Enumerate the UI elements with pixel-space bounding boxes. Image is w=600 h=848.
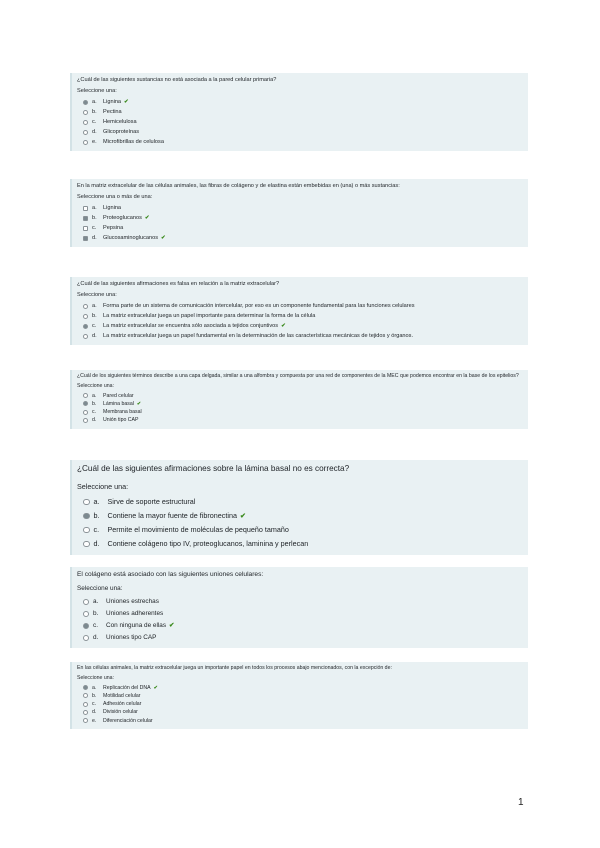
radio-selected-icon[interactable]: [83, 623, 89, 629]
option-c[interactable]: [77, 321, 522, 331]
option-letter: c.: [93, 525, 100, 534]
radio-icon[interactable]: [83, 304, 88, 309]
option-b[interactable]: [77, 107, 522, 117]
option-label: División celular: [103, 709, 138, 716]
check-icon: ✔: [153, 684, 158, 691]
check-icon: ✔: [136, 400, 142, 407]
option-label: La matriz extracelular se encuentra sólo asociada a tejidos conjuntivos: [103, 323, 279, 329]
option-c[interactable]: [77, 523, 522, 537]
option-letter: b.: [92, 313, 97, 319]
option-d[interactable]: [77, 331, 522, 341]
radio-icon[interactable]: [83, 710, 88, 715]
answer-prompt: Seleccione una:: [77, 292, 117, 298]
option-letter: d.: [92, 129, 97, 135]
option-a[interactable]: [77, 495, 522, 509]
option-label: Motilidad celular: [103, 692, 141, 699]
option-label: Forma parte de un sistema de comunicación intercelular, por eso es un componente fundamental para las funciones celulares: [103, 303, 415, 309]
radio-icon[interactable]: [83, 120, 88, 125]
radio-icon[interactable]: [83, 334, 88, 339]
question-text: ¿Cuál de las siguientes afirmaciones es falsa en relación a la matriz extracelular?: [77, 281, 280, 287]
option-c[interactable]: [77, 223, 522, 233]
option-letter: c.: [92, 409, 97, 416]
checkbox-checked-icon[interactable]: [83, 216, 88, 221]
radio-icon[interactable]: [83, 527, 90, 534]
radio-icon[interactable]: [83, 130, 88, 135]
answer-prompt: Seleccione una:: [77, 383, 114, 389]
answer-prompt: Seleccione una:: [77, 585, 123, 592]
option-letter: d.: [92, 333, 97, 339]
option-d[interactable]: [77, 233, 522, 243]
page-number: 1: [518, 797, 524, 808]
option-b[interactable]: [77, 400, 522, 408]
option-label: Adhesión celular: [103, 701, 142, 708]
radio-icon[interactable]: [83, 635, 89, 641]
answer-prompt: Seleccione una:: [77, 482, 129, 491]
option-letter: c.: [92, 119, 97, 125]
option-d[interactable]: [77, 416, 522, 424]
option-letter: a.: [93, 497, 100, 506]
option-label: Contiene colágeno tipo IV, proteoglucanos, laminina y perlecan: [107, 539, 309, 548]
radio-icon[interactable]: [83, 541, 90, 548]
option-c[interactable]: [77, 620, 522, 632]
option-letter: b.: [93, 511, 100, 520]
option-e[interactable]: [77, 717, 522, 725]
radio-icon[interactable]: [83, 314, 88, 319]
radio-icon[interactable]: [83, 718, 88, 723]
option-a[interactable]: [77, 203, 522, 213]
question-2: [70, 179, 528, 247]
question-text: ¿Cuál de las siguientes afirmaciones sobre la lámina basal no es correcta?: [77, 464, 350, 473]
option-a[interactable]: [77, 301, 522, 311]
option-label: La matriz extracelular juega un papel importante para determinar la forma de la célula: [103, 313, 316, 319]
option-label: Membrana basal: [103, 409, 142, 416]
question-text: ¿Cuál de los siguientes términos describe a una capa delgada, similar a una alfombra y compuesta por una red de componentes de la MEC que podemos encontrar en la base de los epitelios?: [77, 373, 519, 379]
option-letter: c.: [92, 701, 97, 708]
option-a[interactable]: [77, 684, 522, 692]
option-label: Pepsina: [103, 225, 124, 231]
question-text: ¿Cuál de las siguientes sustancias no está asociada a la pared celular primaria?: [77, 77, 277, 83]
option-letter: d.: [93, 634, 99, 641]
option-b[interactable]: [77, 311, 522, 321]
option-c[interactable]: [77, 700, 522, 708]
option-label: Permite el movimiento de moléculas de pequeño tamaño: [107, 525, 289, 534]
radio-selected-icon[interactable]: [83, 685, 88, 690]
option-letter: e.: [92, 717, 97, 724]
check-icon: ✔: [239, 511, 246, 520]
option-d[interactable]: [77, 632, 522, 644]
radio-icon[interactable]: [83, 499, 90, 506]
question-6: [70, 567, 528, 648]
option-letter: a.: [92, 99, 97, 105]
radio-icon[interactable]: [83, 702, 88, 707]
option-label: Unión tipo CAP: [103, 417, 139, 424]
radio-selected-icon[interactable]: [83, 513, 90, 520]
option-d[interactable]: [77, 708, 522, 716]
option-letter: c.: [93, 622, 98, 629]
check-icon: ✔: [144, 215, 150, 221]
option-a[interactable]: [77, 97, 522, 107]
option-label: Lignina: [103, 99, 122, 105]
option-letter: d.: [92, 417, 97, 424]
option-letter: a.: [92, 392, 97, 399]
check-icon: ✔: [161, 235, 166, 241]
question-5: [70, 460, 528, 555]
option-label: Pectina: [103, 109, 122, 115]
option-letter: d.: [92, 709, 97, 716]
radio-selected-icon[interactable]: [83, 100, 88, 105]
option-label: Replicación del DNA: [103, 684, 151, 691]
option-b[interactable]: [77, 608, 522, 620]
answer-prompt: Seleccione una:: [77, 88, 117, 94]
option-letter: b.: [92, 692, 97, 699]
option-label: La matriz extracelular juega un papel fundamental en la determinación de las características mecánicas de tejidos y órganos.: [103, 333, 414, 339]
option-label: Lignina: [103, 205, 122, 211]
radio-selected-icon[interactable]: [83, 401, 88, 406]
question-7: [70, 662, 528, 729]
option-label: Glucosaminoglucanos: [103, 235, 159, 241]
option-c[interactable]: [77, 117, 522, 127]
option-b[interactable]: [77, 213, 522, 223]
option-letter: a.: [92, 303, 97, 309]
checkbox-icon[interactable]: [83, 226, 88, 231]
option-label: Uniones adherentes: [106, 610, 164, 617]
question-text: En la matriz extracelular de las células animales, las fibras de colágeno y de elastina están embebidas en (una) o más sustancias:: [77, 183, 400, 189]
check-icon: ✔: [169, 622, 175, 629]
option-label: Uniones tipo CAP: [106, 634, 157, 641]
question-text: El colágeno está asociado con las siguientes uniones celulares:: [77, 571, 264, 578]
option-label: Pared celular: [103, 392, 134, 399]
option-label: Hemicelulosa: [103, 119, 137, 125]
option-label: Proteoglucanos: [103, 215, 142, 221]
answer-prompt: Seleccione una o más de una:: [77, 194, 153, 200]
option-a[interactable]: [77, 596, 522, 608]
option-label: Microfibrillas de celulosa: [103, 139, 164, 145]
radio-icon[interactable]: [83, 393, 88, 398]
option-b[interactable]: [77, 509, 522, 523]
option-letter: b.: [93, 610, 99, 617]
radio-icon[interactable]: [83, 418, 88, 423]
option-label: Diferenciación celular: [103, 717, 153, 724]
option-letter: b.: [92, 400, 97, 407]
option-letter: a.: [92, 684, 97, 691]
option-letter: d.: [93, 539, 100, 548]
answer-prompt: Seleccione una:: [77, 675, 114, 681]
checkbox-icon[interactable]: [83, 206, 88, 211]
option-b[interactable]: [77, 692, 522, 700]
check-icon: ✔: [124, 99, 129, 105]
question-1: [70, 73, 528, 151]
option-label: Con ninguna de ellas: [106, 622, 167, 629]
question-4: [70, 370, 528, 429]
option-label: Glicoproteínas: [103, 129, 140, 135]
radio-icon[interactable]: [83, 611, 89, 617]
option-d[interactable]: [77, 537, 522, 551]
option-d[interactable]: [77, 127, 522, 137]
radio-icon[interactable]: [83, 410, 88, 415]
radio-icon[interactable]: [83, 110, 88, 115]
option-letter: a.: [92, 205, 97, 211]
option-letter: c.: [92, 323, 97, 329]
option-c[interactable]: [77, 408, 522, 416]
radio-icon[interactable]: [83, 599, 89, 605]
option-letter: d.: [92, 235, 97, 241]
option-label: Uniones estrechas: [106, 598, 159, 605]
option-e[interactable]: [77, 137, 522, 147]
option-letter: b.: [92, 109, 97, 115]
option-letter: e.: [92, 139, 97, 145]
check-icon: ✔: [281, 323, 286, 329]
option-letter: a.: [93, 598, 99, 605]
question-3: [70, 277, 528, 345]
option-label: Contiene la mayor fuente de fibronectina: [107, 511, 237, 520]
option-label: Lámina basal: [103, 400, 134, 407]
option-a[interactable]: [77, 392, 522, 400]
option-letter: c.: [92, 225, 97, 231]
option-letter: b.: [92, 215, 97, 221]
radio-icon[interactable]: [83, 140, 88, 145]
question-text: En las células animales, la matriz extracelular juega un importante papel en todos los procesos abajo mencionados, con la excepción de:: [77, 665, 392, 671]
option-label: Sirve de soporte estructural: [107, 497, 196, 506]
radio-selected-icon[interactable]: [83, 324, 88, 329]
radio-icon[interactable]: [83, 693, 88, 698]
checkbox-checked-icon[interactable]: [83, 236, 88, 241]
